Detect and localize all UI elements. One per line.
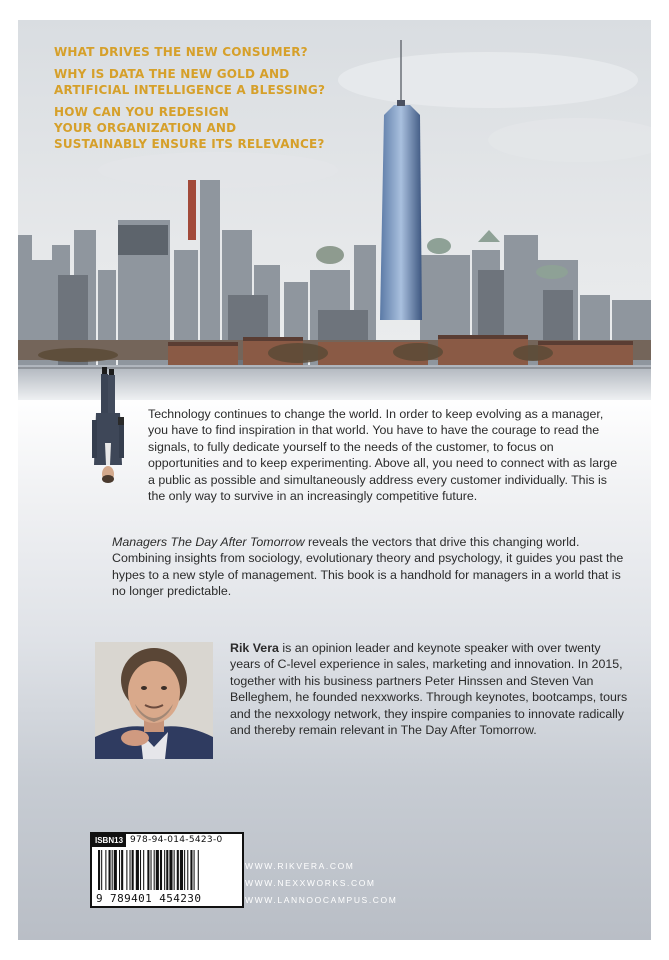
back-cover [18,20,651,940]
summary-text: reveals the vectors that drive this changing world. Combining insights from sociology, evolutionary theory and psychology, it guides you past the hypes to a new style of management. This book is a handhold for managers in a world that is no longer predictable. [112,535,624,599]
barcode-bar [130,850,131,890]
barcode-bar [119,850,120,890]
barcode-bar [154,850,155,890]
barcode-bar [166,850,168,890]
barcode-bar [151,850,152,890]
url-nexxworks[interactable]: WWW.NEXXWORKS.COM [245,878,376,888]
question-3: HOW CAN YOU REDESIGN YOUR ORGANIZATION AND SUSTAINABLY ENSURE ITS RELEVANCE? [54,105,325,151]
barcode-bar [177,850,179,890]
isbn-label: ISBN13 [92,834,126,847]
barcode-bar [98,850,100,890]
url-lannoocampus[interactable]: WWW.LANNOOCAMPUS.COM [245,895,398,905]
website-list [245,858,397,909]
barcode-digits: 9 789401 454230 [96,892,202,905]
barcode-bar [198,850,199,890]
barcode-bar [194,850,195,890]
barcode-bar [112,850,113,890]
barcode-bar [164,850,165,890]
url-rikvera[interactable]: WWW.RIKVERA.COM [245,861,355,871]
barcode-bar [190,850,192,890]
barcode-bar [114,850,117,890]
isbn-number: 978-94-014-5423-0 [130,835,223,845]
barcode-bar [121,850,123,890]
barcode-bar [160,850,162,890]
question-2: WHY IS DATA THE NEW GOLD AND ARTIFICIAL INTELLIGENCE A BLESSING? [54,67,326,97]
question-1: WHAT DRIVES THE NEW CONSUMER? [54,45,308,59]
barcode-bar [132,850,134,890]
book-title: Managers The Day After Tomorrow [112,535,305,549]
barcode-bar [187,850,188,890]
isbn-barcode [90,832,244,908]
barcode-bar [101,850,102,890]
book-summary-paragraph [112,534,624,600]
barcode-bar [126,850,127,890]
barcode-bar [180,850,183,890]
author-bio [230,640,630,738]
author-bio-text: is an opinion leader and keynote speaker with over twenty years of C-level experience in sales, marketing and innovation. In 2015, together with his business partners Peter Hinssen and Steven Van Belleghem, he founded nexxworks. Through keynotes, bootcamps, tours and the nexxology network, they inspire companies to innovate radically and thereby remain relevant in The Day After Tomorrow. [230,641,628,738]
barcode-bar [147,850,149,890]
barcode-bar [140,850,141,890]
barcode-bars [96,850,238,890]
barcode-bar [169,850,172,890]
intro-paragraph [148,406,623,504]
intro-text: Technology continues to change the world. In order to keep evolving as a manager, you have to find inspiration in that world. You have to have the courage to read the signals, to fully dedicate yourself to the needs of the customer, to focus on opportunities and to keep experimenting. Above all, you need to connect with as large a public as possible and simultaneously address every customer individually. This is the only way to survive in an increasingly competitive future. [148,407,618,504]
barcode-bar [184,850,185,890]
barcode-bar [174,850,175,890]
upside-down-businessman-figure [88,365,128,505]
author-photo [95,642,213,759]
barcode-bar [156,850,159,890]
key-questions [54,44,474,158]
barcode-bar [109,850,111,890]
barcode-bar [105,850,106,890]
barcode-bar [143,850,144,890]
author-name: Rik Vera [230,641,279,655]
barcode-bar [136,850,139,890]
